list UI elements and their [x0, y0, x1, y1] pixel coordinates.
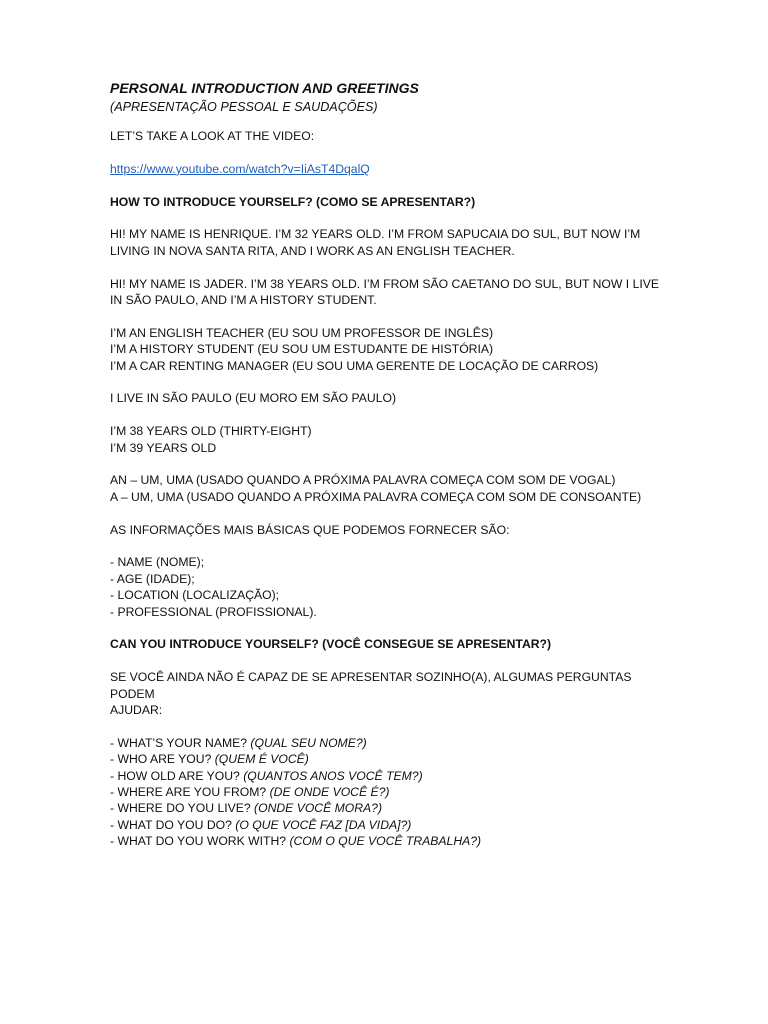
- question-en: - WHERE ARE YOU FROM?: [110, 785, 270, 800]
- question-pt: (QUAL SEU NOME?): [250, 735, 367, 750]
- ages-block: [110, 423, 670, 456]
- video-intro: LET’S TAKE A LOOK AT THE VIDEO:: [110, 129, 315, 143]
- role-line: I’M AN ENGLISH TEACHER (EU SOU UM PROFESSOR DE INGLÊS): [110, 325, 494, 340]
- article-line: A – UM, UMA (USADO QUANDO A PRÓXIMA PALAVRA COMEÇA COM SOM DE CONSOANTE): [110, 489, 642, 504]
- list-item: [110, 817, 670, 833]
- list-item: [110, 784, 670, 800]
- example-line: LIVING IN NOVA SANTA RITA, AND I WORK AS AN ENGLISH TEACHER.: [110, 243, 515, 258]
- page-title: PERSONAL INTRODUCTION AND GREETINGS: [110, 80, 419, 96]
- question-en: - WHAT’S YOUR NAME?: [110, 735, 251, 750]
- question-en: - WHERE DO YOU LIVE?: [110, 801, 255, 816]
- example-paragraph-henrique: [110, 226, 670, 259]
- list-item: [110, 833, 670, 849]
- age-line: I’M 39 YEARS OLD: [110, 440, 217, 455]
- question-en: - HOW OLD ARE YOU?: [110, 768, 244, 783]
- example-line: HI! MY NAME IS JADER. I’M 38 YEARS OLD. I’M FROM SÃO CAETANO DO SUL, BUT NOW I LIVE: [110, 276, 659, 291]
- example-paragraph-jader: [110, 276, 670, 309]
- info-intro: AS INFORMAÇÕES MAIS BÁSICAS QUE PODEMOS FORNECER SÃO:: [110, 522, 510, 537]
- question-en: - WHO ARE YOU?: [110, 752, 215, 767]
- help-line: AJUDAR:: [110, 703, 163, 718]
- live-line: I LIVE IN SÃO PAULO (EU MORO EM SÃO PAULO): [110, 391, 397, 406]
- example-line: HI! MY NAME IS HENRIQUE. I’M 32 YEARS OLD. I’M FROM SAPUCAIA DO SUL, BUT NOW I’M: [110, 227, 641, 242]
- list-item: [110, 768, 670, 784]
- list-item: - PROFESSIONAL (PROFISSIONAL).: [110, 604, 317, 619]
- question-en: - WHAT DO YOU DO?: [110, 817, 236, 832]
- help-text: [110, 669, 670, 718]
- list-item: - AGE (IDADE);: [110, 571, 195, 586]
- list-item: [110, 735, 670, 751]
- role-line: I’M A HISTORY STUDENT (EU SOU UM ESTUDANTE DE HISTÓRIA): [110, 342, 494, 357]
- question-pt: (ONDE VOCÊ MORA?): [254, 801, 383, 816]
- question-pt: (QUANTOS ANOS VOCÊ TEM?): [243, 768, 423, 783]
- document-body: [110, 78, 670, 866]
- question-pt: (QUEM É VOCÊ): [214, 752, 309, 767]
- article-line: AN – UM, UMA (USADO QUANDO A PRÓXIMA PALAVRA COMEÇA COM SOM DE VOGAL): [110, 473, 616, 488]
- question-en: - WHAT DO YOU WORK WITH?: [110, 834, 290, 849]
- question-pt: (COM O QUE VOCÊ TRABALHA?): [289, 834, 482, 849]
- list-item: - NAME (NOME);: [110, 555, 205, 570]
- example-line: IN SÃO PAULO, AND I’M A HISTORY STUDENT.: [110, 293, 377, 307]
- articles-block: [110, 472, 670, 505]
- help-line: SE VOCÊ AINDA NÃO É CAPAZ DE SE APRESENTAR SOZINHO(A), ALGUMAS PERGUNTAS PODEM: [110, 670, 632, 701]
- list-item: [110, 751, 670, 767]
- section-heading-can-you: CAN YOU INTRODUCE YOURSELF? (VOCÊ CONSEGUE SE APRESENTAR?): [110, 637, 552, 652]
- video-link[interactable]: https://www.youtube.com/watch?v=IiAsT4DqalQ: [110, 161, 370, 176]
- age-line: I’M 38 YEARS OLD (THIRTY-EIGHT): [110, 424, 312, 439]
- question-pt: (DE ONDE VOCÊ É?): [269, 785, 390, 800]
- roles-block: [110, 325, 670, 374]
- list-item: - LOCATION (LOCALIZAÇÃO);: [110, 588, 280, 603]
- questions-list: [110, 735, 670, 850]
- page-subtitle: (APRESENTAÇÃO PESSOAL E SAUDAÇÕES): [110, 100, 378, 114]
- question-pt: (O QUE VOCÊ FAZ [DA VIDA]?): [235, 817, 412, 832]
- info-list: [110, 554, 670, 620]
- section-heading-introduce: HOW TO INTRODUCE YOURSELF? (COMO SE APRESENTAR?): [110, 194, 476, 209]
- role-line: I’M A CAR RENTING MANAGER (EU SOU UMA GERENTE DE LOCAÇÃO DE CARROS): [110, 358, 599, 373]
- list-item: [110, 800, 670, 816]
